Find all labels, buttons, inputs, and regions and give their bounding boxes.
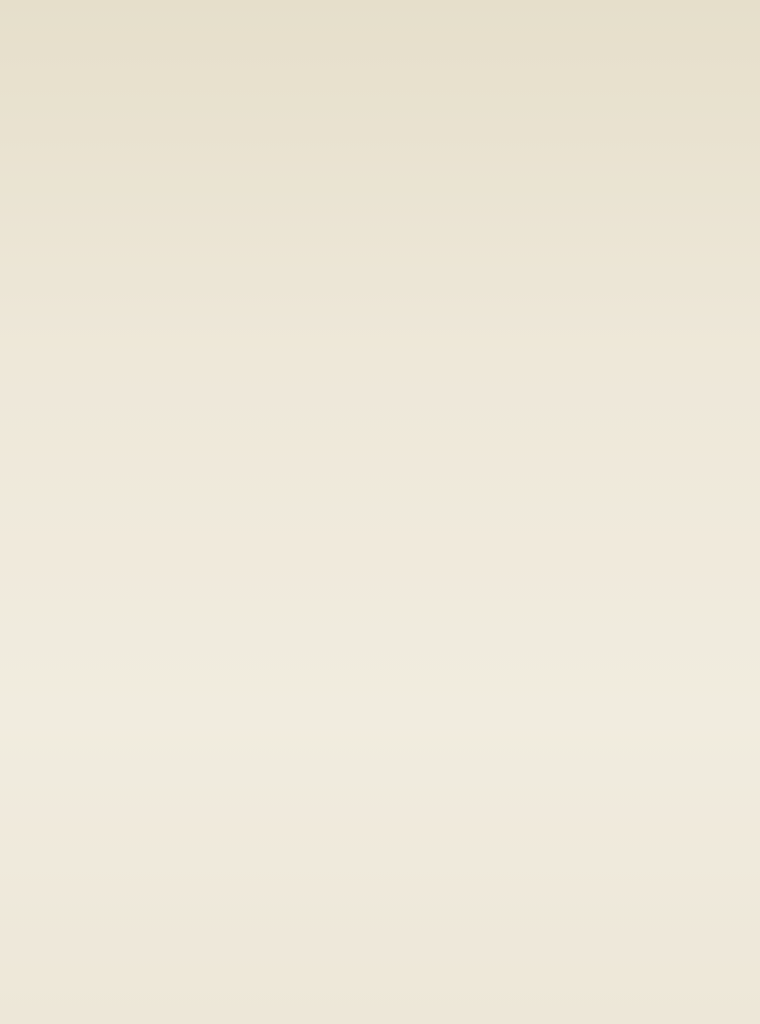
- main-body: [54, 330, 724, 342]
- cash-shortage-section: [50, 155, 722, 174]
- cash-shortage-paragraph: [50, 155, 722, 174]
